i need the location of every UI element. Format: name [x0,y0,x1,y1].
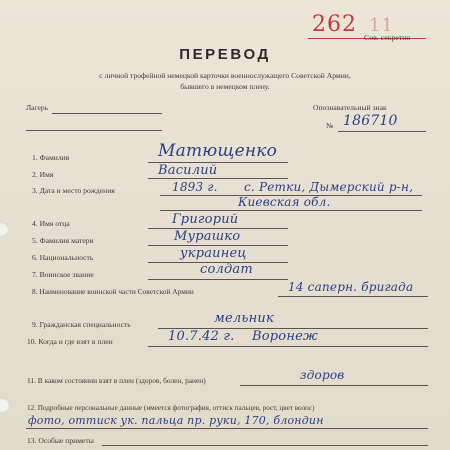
field-6-label: 6. Национальность [32,253,94,262]
field-10-value-date: 10.7.42 г. [168,329,235,344]
field-12-label: 12. Подробные персональные данные (имеется фотография, оттиск пальцев, рост, цвет волос) [27,404,315,412]
document-subtitle-line-1: с личной трофейной немецкой карточки военнослужащего Советской Армии, [99,71,351,80]
camp-line-2 [26,130,162,131]
field-8-label: 8. Наименование воинской части Советской Армии [32,287,194,296]
field-4-value: Григорий [172,212,239,227]
field-1-value: Матющенко [158,141,278,161]
field-13-label: 13. Особые приметы [27,436,94,445]
field-3-value-year: 1893 г. [172,180,218,194]
document-title: ПЕРЕВОД [179,46,271,63]
field-10-line [148,346,428,347]
field-2-label: 2. Имя [32,170,54,179]
field-7-label: 7. Воинское звание [32,270,94,279]
field-2-value: Василий [158,163,218,178]
field-3-value-place: с. Ретки, Дымерский р-н, [244,180,414,194]
field-8-line [278,296,428,297]
camp-label: Лагерь [26,103,49,112]
id-tag-number-value: 186710 [343,113,398,129]
field-12-line [26,428,428,429]
field-7-line [148,279,288,280]
camp-line-1 [52,113,162,114]
field-1-label: 1. Фамилия [32,153,70,162]
punch-hole-top [0,222,9,237]
archive-number: 262 [312,12,357,37]
document-subtitle-line-2: бывшего в немецком плену. [180,82,270,91]
field-6-value: украинец [180,246,247,261]
field-3-label: 3. Дата и место рождения [32,186,115,195]
id-tag-number-prefix: № [326,121,334,130]
field-5-value: Мурашко [174,229,241,244]
field-9-value: мельник [214,311,274,326]
field-3-value-region: Киевская обл. [238,195,331,209]
field-11-label: 11. В каком состоянии взят в плен (здоров, болен, ранен) [27,376,206,385]
field-13-line [102,445,428,446]
id-tag-line [338,131,426,132]
field-11-value: здоров [300,368,345,382]
field-11-line [240,385,428,386]
classification-label: Сов. секретно [364,33,411,42]
archive-number-suffix: 11 [369,15,394,36]
field-9-label: 9. Гражданская специальность [32,320,131,329]
field-4-label: 4. Имя отца [32,219,70,228]
field-8-value: 14 саперн. бригада [288,280,414,294]
field-2-line [148,178,288,179]
field-5-label: 5. Фамилия матери [32,236,94,245]
field-7-value: солдат [200,262,253,277]
punch-hole-bottom [0,398,10,413]
field-10-label: 10. Когда и где взят в плен [27,337,113,346]
field-3-line-2 [160,210,422,211]
id-tag-label: Опознавательный знак [313,103,387,112]
field-12-value: фото, оттиск ук. пальца пр. руки, 170, блондин [28,414,324,427]
field-10-value-place: Воронеж [252,329,318,344]
